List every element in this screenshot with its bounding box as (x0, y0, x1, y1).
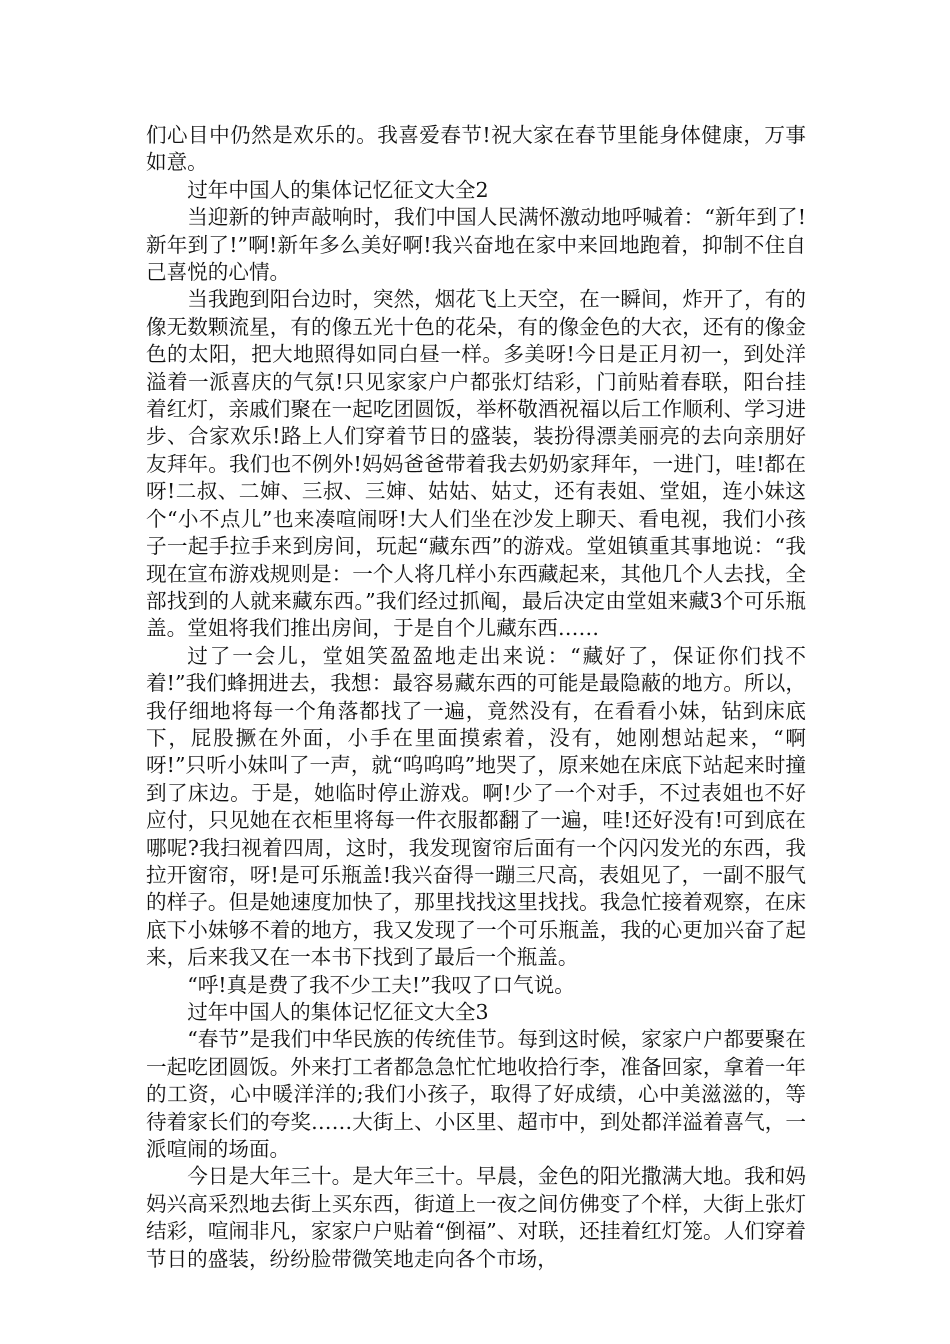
paragraph: “呼!真是费了我不少工夫!”我叹了口气说。 (187, 972, 575, 997)
section-heading: 过年中国人的集体记忆征文大全2 (187, 177, 489, 202)
paragraph: 过了一会儿，堂姐笑盈盈地走出来说：“藏好了，保证你们找不着!”我们蜂拥进去，我想：最容易藏东西的可能是最隐蔽的地方。所以，我仔细地将每一个角落都找了一遍，竟然没有，在看看小妹，钻到床底下，屁股撅在外面，小手在里面摸索着，没有，她刚想站起来，“啊呀!”只听小妹叫了一声，就“呜呜呜”地哭了，原来她在床底下站起来时撞到了床边。于是，她临时停止游戏。啊!少了一个对手，不过表姐也不好应付，只见她在衣柜里将每一件衣服都翻了一遍，哇!还好没有!可到底在哪呢?我扫视着四周，这时，我发现窗帘后面有一个闪闪发光的东西，我拉开窗帘，呀!是可乐瓶盖!我兴奋得一蹦三尺高，表姐见了，一副不服气的样子。但是她速度加快了，那里找找这里找找。我急忙接着观察，在床底下小妹够不着的地方，我又发现了一个可乐瓶盖，我的心更加兴奋了起来，后来我又在一本书下找到了最后一个瓶盖。 (146, 643, 806, 970)
paragraph: 当我跑到阳台边时，突然，烟花飞上天空，在一瞬间，炸开了，有的像无数颗流星，有的像五光十色的花朵，有的像金色的大衣，还有的像金色的太阳，把大地照得如同白昼一样。多美呀!今日是正月初一，到处洋溢着一派喜庆的气氛!只见家家户户都张灯结彩，门前贴着春联，阳台挂着红灯，亲戚们聚在一起吃团圆饭，举杯敬酒祝福以后工作顺利、学习进步、合家欢乐!路上人们穿着节日的盛装，装扮得漂美丽亮的去向亲朋好友拜年。我们也不例外!妈妈爸爸带着我去奶奶家拜年，一进门，哇!都在呀!二叔、二婶、三叔、三婶、姑姑、姑丈，还有表姐、堂姐，连小妹这个“小不点儿”也来凑喧闹呀!大人们坐在沙发上聊天、看电视，我们小孩子一起手拉手来到房间，玩起“藏东西”的游戏。堂姐镇重其事地说：“我现在宣布游戏规则是：一个人将几样小东西藏起来，其他几个人去找，全部找到的人就来藏东西。”我们经过抓阄，最后决定由堂姐来藏3个可乐瓶盖。堂姐将我们推出房间，于是自个儿藏东西…… (146, 287, 806, 641)
paragraph: “春节”是我们中华民族的传统佳节。每到这时候，家家户户都要聚在一起吃团圆饭。外来打工者都急急忙忙地收拾行李，准备回家，拿着一年的工资，心中暖洋洋的;我们小孩子，取得了好成绩，心中美滋滋的，等待着家长们的夸奖……大街上、小区里、超市中，到处都洋溢着喜气，一派喧闹的场面。 (146, 1027, 806, 1162)
paragraph: 今日是大年三十。是大年三十。早晨，金色的阳光撒满大地。我和妈妈兴高采烈地去街上买东西，街道上一夜之间仿佛变了个样，大街上张灯结彩，喧闹非凡，家家户户贴着“倒福”、对联，还挂着红灯笼。人们穿着节日的盛装，纷纷脸带微笑地走向各个市场， (146, 1164, 806, 1271)
document-body (146, 122, 806, 1273)
section-heading: 过年中国人的集体记忆征文大全3 (187, 1000, 489, 1024)
paragraph: 们心目中仍然是欢乐的。我喜爱春节!祝大家在春节里能身体健康，万事如意。 (146, 123, 806, 175)
paragraph: 当迎新的钟声敲响时，我们中国人民满怀激动地呼喊着：“新年到了!新年到了!”啊!新年多么美好啊!我兴奋地在家中来回地跑着，抑制不住自己喜悦的心情。 (146, 205, 806, 285)
